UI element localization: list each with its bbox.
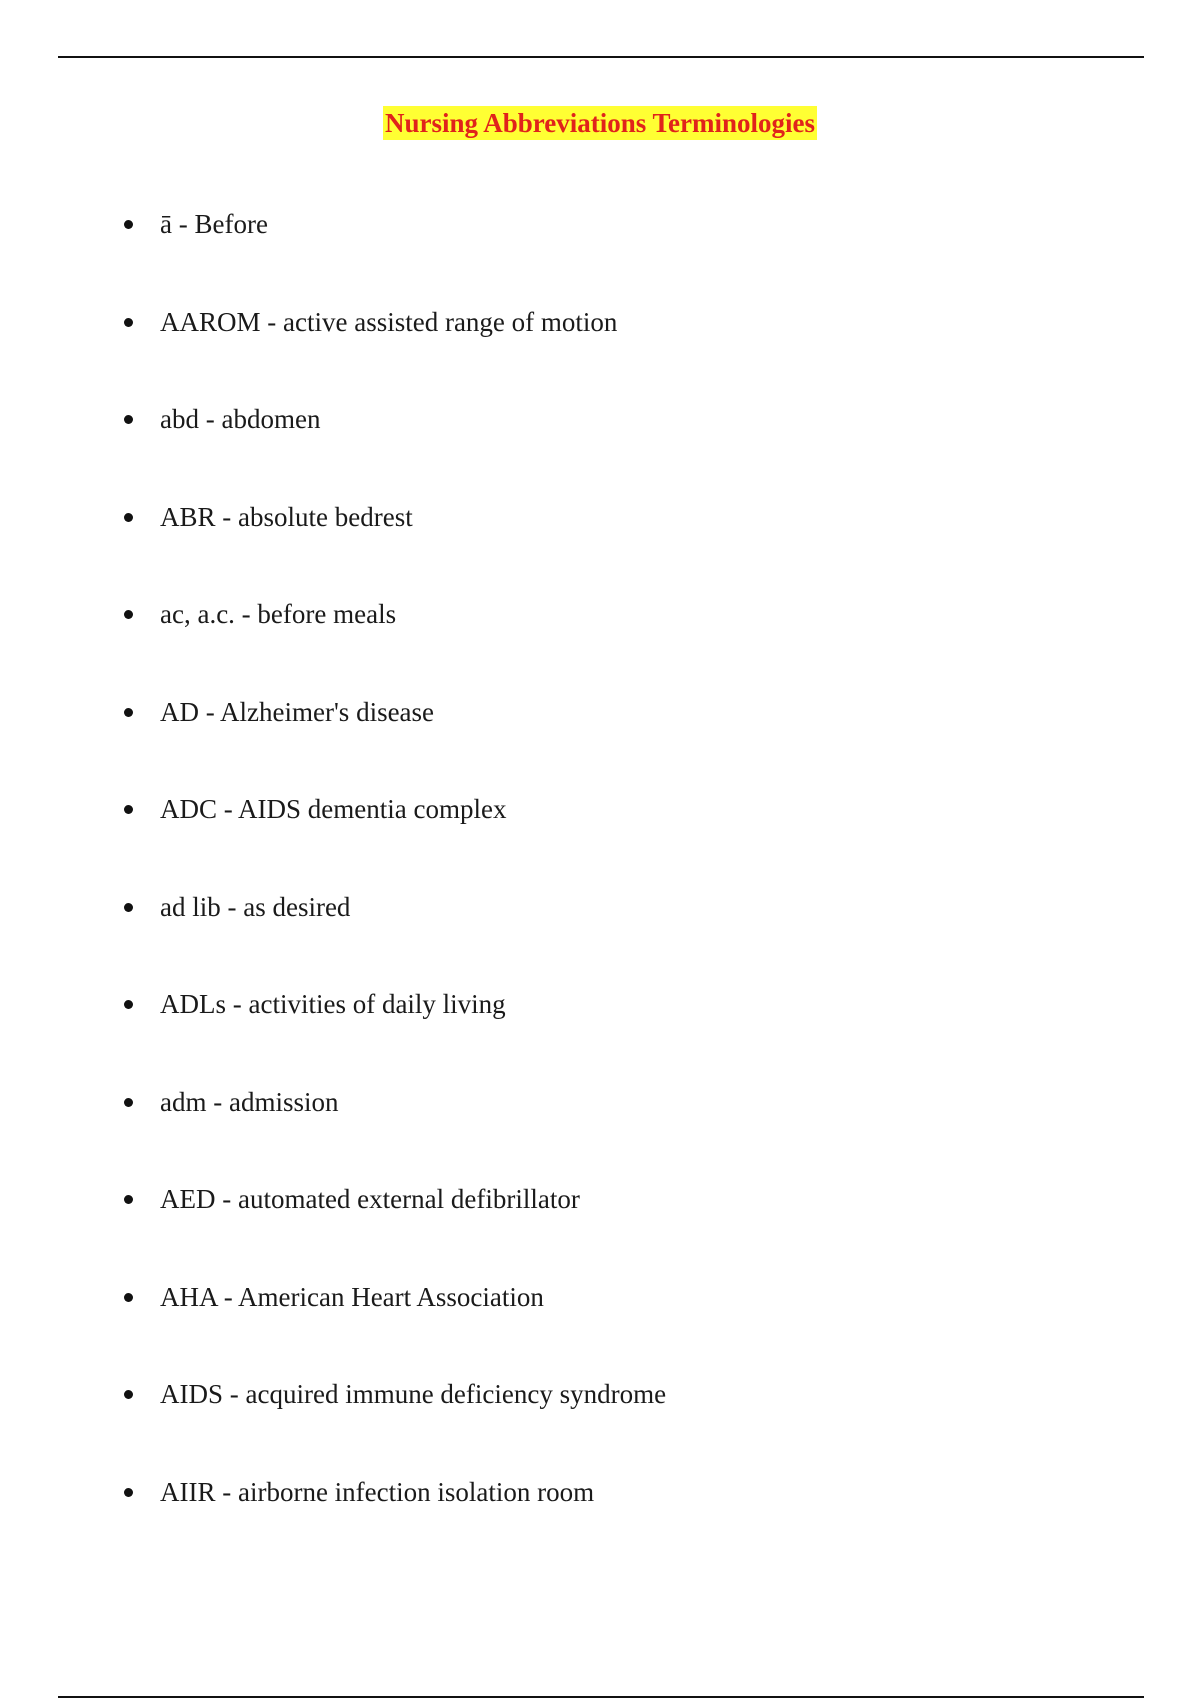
list-item xyxy=(118,1085,338,1119)
bullet-icon xyxy=(124,1000,133,1009)
bullet-icon xyxy=(124,318,133,327)
list-item xyxy=(118,792,506,826)
list-item-text: ADC - AIDS dementia complex xyxy=(160,794,507,824)
list-item xyxy=(118,207,268,241)
top-rule xyxy=(58,56,1144,58)
list-item xyxy=(118,597,396,631)
list-item xyxy=(118,987,506,1021)
list-item-text: AAROM - active assisted range of motion xyxy=(160,307,618,337)
bullet-icon xyxy=(124,1195,133,1204)
list-item-text: AIIR - airborne infection isolation room xyxy=(160,1477,595,1507)
bullet-icon xyxy=(124,805,133,814)
list-item xyxy=(118,890,350,924)
list-item xyxy=(118,402,320,436)
bullet-icon xyxy=(124,220,133,229)
bullet-icon xyxy=(124,513,133,522)
list-item-text: abd - abdomen xyxy=(160,404,321,434)
list-item-text: ā - Before xyxy=(160,209,268,239)
bottom-rule xyxy=(58,1696,1144,1698)
bullet-icon xyxy=(124,610,133,619)
list-item xyxy=(118,1280,544,1314)
list-item xyxy=(118,1475,594,1509)
title-container xyxy=(0,106,1200,140)
bullet-icon xyxy=(124,415,133,424)
bullet-icon xyxy=(124,1488,133,1497)
bullet-icon xyxy=(124,708,133,717)
list-item-text: ADLs - activities of daily living xyxy=(160,989,506,1019)
page-title: Nursing Abbreviations Terminologies xyxy=(384,108,816,138)
list-item xyxy=(118,1182,580,1216)
list-item-text: ABR - absolute bedrest xyxy=(160,502,413,532)
bullet-icon xyxy=(124,1293,133,1302)
list-item-text: adm - admission xyxy=(160,1087,339,1117)
bullet-icon xyxy=(124,903,133,912)
list-item-text: AED - automated external defibrillator xyxy=(160,1184,580,1214)
list-item-text: AIDS - acquired immune deficiency syndrome xyxy=(160,1379,667,1409)
bullet-icon xyxy=(124,1390,133,1399)
list-item-text: AD - Alzheimer's disease xyxy=(160,697,435,727)
list-item xyxy=(118,695,434,729)
list-item-text: ac, a.c. - before meals xyxy=(160,599,397,629)
list-item xyxy=(118,500,413,534)
list-item xyxy=(118,1377,666,1411)
list-item-text: AHA - American Heart Association xyxy=(160,1282,544,1312)
bullet-icon xyxy=(124,1098,133,1107)
list-item-text: ad lib - as desired xyxy=(160,892,351,922)
list-item xyxy=(118,305,617,339)
